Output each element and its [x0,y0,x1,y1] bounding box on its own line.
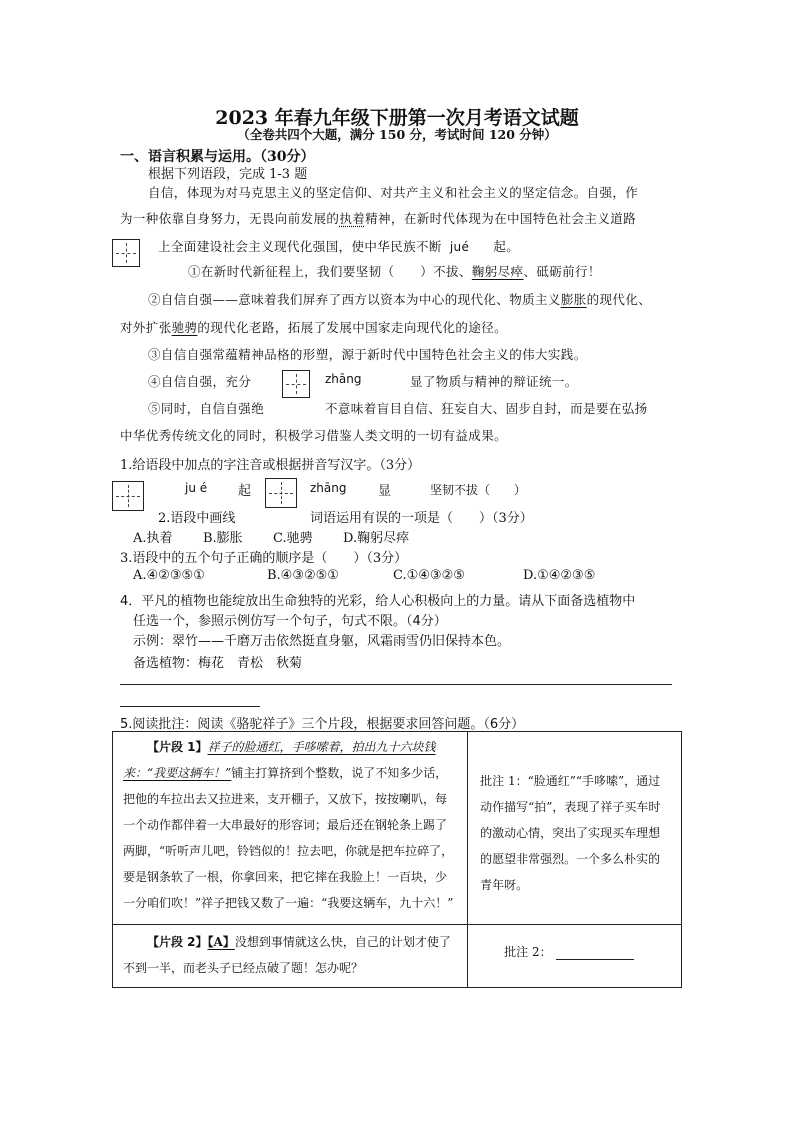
passage-text: 起。 [493,239,520,254]
q3-stem: 3.语段中的五个句子正确的顺序是（ ）（3分） [120,551,408,566]
underlined-sentence: 祥子的脸通红，手哆嗦着，拍出九十六块钱来：“我要这辆车！” [123,740,436,780]
q3-option-d[interactable]: D.①④②③⑤ [523,568,596,583]
underlined-word: 驰骋 [171,320,198,335]
q3-option-c[interactable]: C.①④③②⑤ [393,568,465,583]
fragment-text: 铺主打算挤到个整数，说了不知多少话，把他的车拉出去又拉进来，支开棚子，又放下，按按喇叭，每一个动作都伴着一大串最好的形容词；最后还在钢轮条上踢了两脚，“听听声儿吧，铃铛似的！拉去吧，你就是把车拉碎了，要是钢条软了一根，你拿回来，把它摔在我脸上！一百块，少一分咱们吹！”祥子把钱又数了一遍：“我要这辆车，九十六！” [123,766,454,910]
passage-text: 的现代化、 [586,292,652,307]
q1-stem: 1.给语段中加点的字注音或根据拼音写汉字。（3分） [120,458,421,473]
note-label: 批注 2： [504,945,552,959]
q4-answer-line[interactable] [120,684,672,685]
passage-text: 对外扩张 [120,320,172,335]
q2-option-d[interactable]: D.鞠躬尽瘁 [343,531,410,546]
sentence-5b: 不意味着盲目自信、狂妄自大、固步自封，而是要在弘扬 [325,401,648,416]
answer-grid-box[interactable] [265,478,297,508]
fragment-2-cell [113,925,468,988]
writing-grid-box[interactable] [282,370,310,398]
passage-line-1: 自信，体现为对马克思主义的坚定信仰、对共产主义和社会主义的坚定信念。自强，作 [148,185,639,200]
answer-grid-box[interactable] [112,481,144,511]
sentence-1 [188,262,601,280]
q3-option-b[interactable]: B.④③②⑤① [267,568,339,583]
passage-text: ①在新时代新征程上，我们要坚韧（ ）不拔、 [188,264,472,279]
fragment-label: 【片段 1】 [147,740,208,754]
sentence-2-cont [120,318,507,336]
pinyin: ju é [185,481,208,495]
passage-text: 为一种依靠自身努力，无畏向前发展的 [120,211,340,226]
exam-title: 2023 年春九年级下册第一次月考语文试题 [215,107,579,129]
q4-choices: 备选植物：梅花 青松 秋菊 [133,656,303,671]
dotted-word: 执着 [339,211,366,226]
q4-example: 示例：翠竹——千磨万击依然挺直身躯，风霜雨雪仍旧保持本色。 [133,634,511,649]
pinyin: zhāng [310,481,347,495]
passage-intro: 根据下列语段，完成 1-3 题 [148,167,308,182]
note-2-cell [468,925,682,988]
fragment-text: 没想到事情就这么快，自己的计划才使了不到一半，而老头子已经点破了题！怎办呢？ [123,935,451,975]
divider [120,706,260,707]
note-2-answer-line[interactable] [556,945,634,960]
q2-stem-b: 词语运用有误的一项是（ ）（3分） [310,511,533,526]
passage-text: 的现代化老路，拓展了发展中国家走向现代化的途径。 [197,320,508,335]
note-1-cell [468,732,682,925]
q4-stem-1: 4．平凡的植物也能绽放出生命独特的光彩，给人心积极向上的力量。请从下面备选植物中 [120,594,636,609]
passage-text: 精神，在新时代体现为在中国特色社会主义道路 [365,211,637,226]
sentence-5c: 中华优秀传统文化的同时，积极学习借鉴人类文明的一切有益成果。 [120,428,508,443]
exam-subtitle: （全卷共四个大题，满分 150 分，考试时间 120 分钟） [237,127,557,142]
fragment-label: 【片段 2】 [147,935,208,949]
q2-stem-a: 2.语段中画线 [158,511,236,526]
q2-option-b[interactable]: B.膨胀 [203,531,243,546]
table-row [113,732,682,925]
q3-option-a[interactable]: A.④②③⑤① [133,568,205,583]
q1-item: 坚韧不拔（ ） [430,483,527,497]
pinyin: zhāng [325,372,362,386]
passage-text: ②自信自强——意味着我们屏弃了西方以资本为中心的现代化、物质主义 [148,292,561,307]
sentence-2 [148,290,651,308]
table-row [113,925,682,988]
q1-char: 显 [378,484,392,499]
passage-line-2 [120,209,636,227]
passage-text: 上全面建设社会主义现代化强国，使中华民族不断 [158,239,442,254]
sentence-4b: 显了物质与精神的辩证统一。 [410,374,578,389]
q1-char: 起 [238,484,252,499]
marker-label: 【A】 [207,935,235,949]
passage-text: 、砥砺前行！ [523,264,601,279]
writing-grid-box[interactable] [112,239,140,267]
q2-option-c[interactable]: C.驰骋 [273,531,313,546]
sentence-5a: ⑤同时，自信自强绝 [148,401,265,416]
passage-line-3 [158,237,519,255]
fragment-1-cell [113,732,468,925]
pinyin: jué [449,240,470,254]
q4-stem-2: 任选一个，参照示例仿写一个句子，句式不限。（4分） [133,614,447,629]
underlined-word: 膨胀 [560,292,587,307]
sentence-4a: ④自信自强，充分 [148,374,252,389]
sentence-3: ③自信自强常蕴精神品格的形塑，源于新时代中国特色社会主义的伟大实践。 [148,347,587,362]
section-heading: 一、语言积累与运用。（30分） [120,149,315,165]
underlined-word: 鞠躬尽瘁 [471,264,524,279]
q2-option-a[interactable]: A.执着 [133,531,173,546]
annotation-table [112,731,682,988]
note-text: 批注 1：“脸通红”“手哆嗦”，通过动作描写“拍”，表现了祥子买车时的激动心情，突出了实现买车理想的愿望非常强烈。一个多么朴实的青年呀。 [480,774,661,892]
q5-stem: 5.阅读批注：阅读《骆驼祥子》三个片段，根据要求回答问题。（6分） [120,717,525,732]
